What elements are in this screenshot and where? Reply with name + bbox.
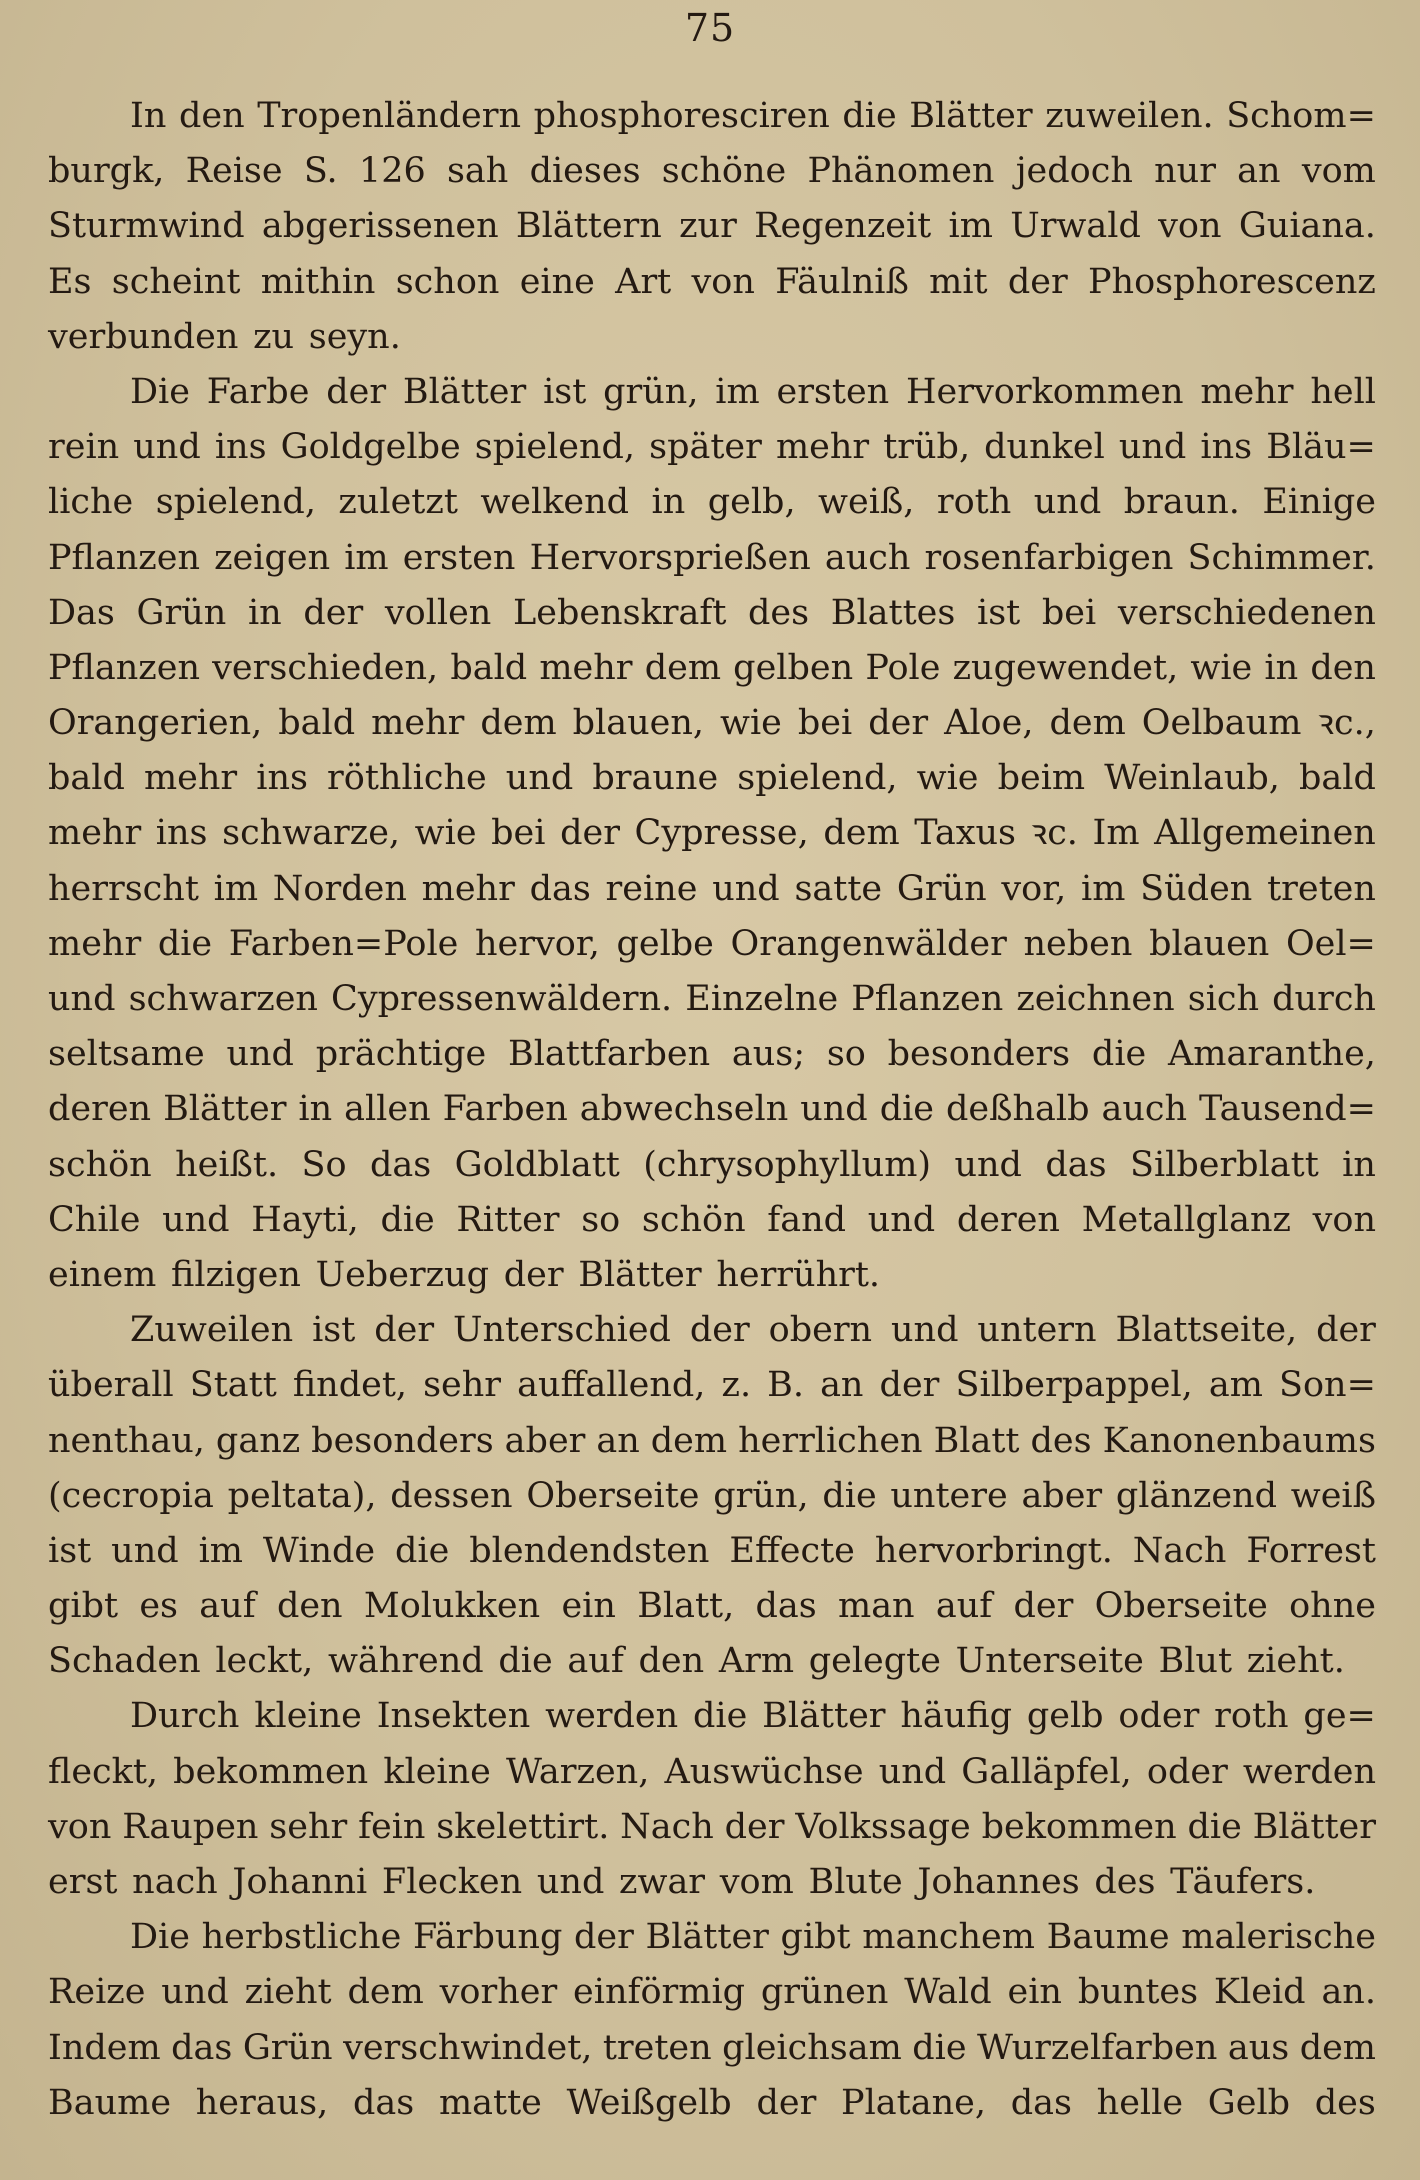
text-line: Durch kleine Insekten werden die Blätter häufig gelb oder roth ge= [130,1696,1376,1737]
paragraph [48,1910,1376,2131]
text-line: (cecropia peltata), dessen Oberseite grün, die untere aber glänzend weiß [48,1475,1376,1516]
text-line: von Raupen sehr fein skelettirt. Nach der Volkssage bekommen die Blätter [48,1806,1376,1847]
text-line: Baume heraus, das matte Weißgelb der Platane, das helle Gelb des [48,2082,1376,2123]
text-line: erst nach Johanni Flecken und zwar vom Blute Johannes des Täufers. [48,1862,1316,1902]
text-line: Indem das Grün verschwindet, treten gleichsam die Wurzelfarben aus dem [48,2027,1376,2068]
text-line: Sturmwind abgerissenen Blättern zur Regenzeit im Urwald von Guiana. [48,206,1376,247]
text-line: nenthau, ganz besonders aber an dem herrlichen Blatt des Kanonenbaums [48,1420,1376,1461]
text-line: fleckt, bekommen kleine Warzen, Auswüchse und Galläpfel, oder werden [48,1751,1376,1792]
text-line: mehr die Farben=Pole hervor, gelbe Orangenwälder neben blauen Oel= [48,923,1376,964]
text-line: Das Grün in der vollen Lebenskraft des Blattes ist bei verschiedenen [48,592,1376,633]
paragraph [48,89,1376,365]
text-line: ist und im Winde die blendendsten Effecte hervorbringt. Nach Forrest [48,1530,1376,1571]
text-line: einem filzigen Ueberzug der Blätter herrührt. [48,1254,881,1295]
text-line: Die herbstliche Färbung der Blätter gibt manchem Baume malerische [130,1917,1376,1958]
page-number: 75 [684,6,736,50]
text-line: Pflanzen zeigen im ersten Hervorsprießen auch rosenfarbigen Schimmer. [48,537,1376,578]
text-line: Pflanzen verschieden, bald mehr dem gelben Pole zugewendet, wie in den [48,647,1376,688]
paragraph [48,1689,1376,1910]
text-line: In den Tropenländern phosphoresciren die Blätter zuweilen. Schom= [130,96,1376,136]
text-line: verbunden zu seyn. [48,316,401,357]
text-line: bald mehr ins röthliche und braune spielend, wie beim Weinlaub, bald [48,758,1376,799]
text-line: überall Statt findet, sehr auffallend, z. B. an der Silberpappel, am Son= [48,1365,1376,1406]
text-line: Zuweilen ist der Unterschied der obern und untern Blattseite, der [130,1310,1376,1351]
text-line: Reize und zieht dem vorher einförmig grünen Wald ein buntes Kleid an. [48,1972,1376,2013]
text-line: mehr ins schwarze, wie bei der Cypresse, dem Taxus ꝛc. Im Allgemeinen [48,813,1376,854]
text-line: und schwarzen Cypressenwäldern. Einzelne Pflanzen zeichnen sich durch [48,979,1376,1019]
paragraph [48,1303,1376,1689]
text-line: Die Farbe der Blätter ist grün, im ersten Hervorkommen mehr hell [130,371,1376,412]
text-line: schön heißt. So das Goldblatt (chrysophyllum) und das Silberblatt in [48,1144,1376,1185]
text-line: burgk, Reise S. 126 sah dieses schöne Phänomen jedoch nur an vom [48,151,1376,192]
text-line: seltsame und prächtige Blattfarben aus; so besonders die Amaranthe, [48,1034,1376,1075]
text-line: liche spielend, zuletzt welkend in gelb, weiß, roth und braun. Einige [48,482,1376,523]
text-line: deren Blätter in allen Farben abwechseln und die deßhalb auch Tausend= [48,1089,1376,1130]
text-line: Orangerien, bald mehr dem blauen, wie bei der Aloe, dem Oelbaum ꝛc., [48,703,1376,744]
text-line: rein und ins Goldgelbe spielend, später mehr trüb, dunkel und ins Bläu= [48,427,1376,468]
paragraph [48,365,1376,1303]
text-line: Es scheint mithin schon eine Art von Fäulniß mit der Phosphorescenz [48,261,1376,302]
body-text [48,89,1376,2131]
text-line: Schaden leckt, während die auf den Arm gelegte Unterseite Blut zieht. [48,1641,1345,1682]
text-line: gibt es auf den Molukken ein Blatt, das man auf der Oberseite ohne [48,1586,1376,1627]
text-line: Chile und Hayti, die Ritter so schön fand und deren Metallglanz von [48,1199,1376,1240]
text-line: herrscht im Norden mehr das reine und satte Grün vor, im Süden treten [48,868,1376,909]
